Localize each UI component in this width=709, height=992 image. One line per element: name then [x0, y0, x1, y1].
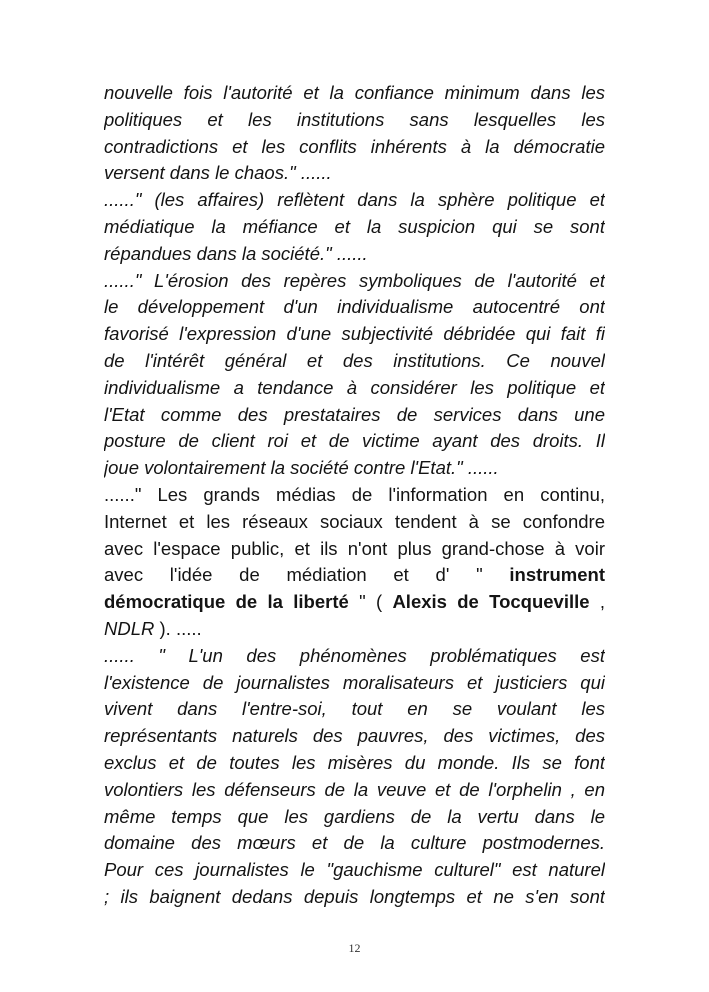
text-segment: ). .....: [154, 617, 202, 639]
text-line: volontiers les défenseurs de la veuve et de l'orphelin , en: [104, 778, 605, 800]
text-line: l'existence de journalistes moralisateurs et justiciers qui: [104, 671, 605, 693]
text-line: le développement d'un individualisme autocentré ont: [104, 296, 605, 318]
text-line: même temps que les gardiens de la vertu dans le: [104, 805, 605, 827]
text-line: [104, 616, 605, 643]
text-line: ......" Les grands médias de l'information en continu,: [104, 483, 605, 505]
text-line: ......" L'érosion des repères symboliques de l'autorité et: [104, 269, 605, 291]
text-line: représentants naturels des pauvres, des victimes, des: [104, 725, 605, 747]
text-line: avec l'espace public, et ils n'ont plus grand-chose à voir: [104, 537, 605, 559]
text-line: ...... " L'un des phénomènes problématiques est: [104, 644, 605, 666]
text-line: de l'intérêt général et des institutions. Ce nouvel: [104, 349, 605, 371]
text-line: l'Etat comme des prestataires de services dans une: [104, 403, 605, 425]
body-text: [104, 80, 605, 911]
text-segment: démocratique de la liberté: [104, 591, 349, 613]
text-line: ......" (les affaires) reflètent dans la sphère politique et: [104, 189, 605, 211]
text-line: [104, 562, 605, 589]
text-line: exclus et de toutes les misères du monde. Ils se font: [104, 751, 605, 773]
text-line: répandues dans la société." ......: [104, 242, 368, 264]
text-line: politiques et les institutions sans lesquelles les: [104, 108, 605, 130]
text-line: domaine des mœurs et de la culture postmodernes.: [104, 832, 605, 854]
text-segment: instrument: [509, 564, 605, 586]
text-line: contradictions et les conflits inhérents à la démocratie: [104, 135, 605, 157]
page-number: 12: [348, 941, 361, 955]
text-line: [104, 589, 605, 616]
text-line: Internet et les réseaux sociaux tendent à se confondre: [104, 510, 605, 532]
text-segment: NDLR: [104, 617, 155, 639]
text-segment: avec l'idée de médiation et d' ": [104, 564, 510, 586]
text-segment: ,: [589, 591, 605, 613]
text-line: versent dans le chaos." ......: [104, 162, 332, 184]
text-line: individualisme a tendance à considérer les politique et: [104, 376, 605, 398]
text-segment: " (: [348, 591, 393, 613]
text-line: médiatique la méfiance et la suspicion qui se sont: [104, 215, 605, 237]
text-line: ; ils baignent dedans depuis longtemps et ne s'en sont: [104, 885, 605, 907]
text-line: favorisé l'expression d'une subjectivité débridée qui fait fi: [104, 323, 605, 345]
text-line: joue volontairement la société contre l'Etat." ......: [104, 457, 499, 479]
text-line: nouvelle fois l'autorité et la confiance minimum dans les: [104, 82, 605, 103]
text-line: vivent dans l'entre-soi, tout en se voulant les: [104, 698, 605, 720]
text-line: Pour ces journalistes le "gauchisme culturel" est naturel: [104, 859, 605, 881]
text-segment: Alexis de Tocqueville: [392, 591, 590, 613]
text-line: posture de client roi et de victime ayant des droits. Il: [104, 430, 605, 452]
